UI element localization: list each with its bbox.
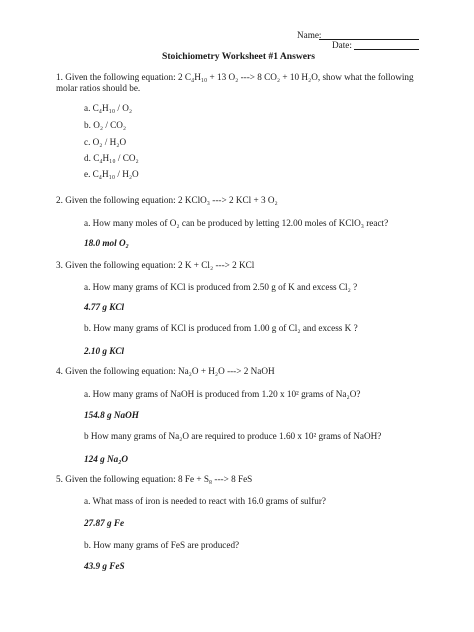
q1-item-d: d. C₄H₁₀ / CO₂ (84, 153, 139, 163)
q5-answer-b: 43.9 g FeS (84, 561, 125, 571)
q2-intro: 2. Given the following equation: 2 KClO₃ ---> 2 KCl + 3 O₂ (56, 195, 278, 205)
q3-answer-a: 4.77 g KCl (84, 302, 125, 312)
q4-answer-a: 154.8 g NaOH (84, 410, 139, 420)
name-label: Name: (297, 30, 322, 40)
q1-item-c: c. O₂ / H₂O (84, 137, 127, 147)
q4-intro: 4. Given the following equation: Na₂O + H₂O ---> 2 NaOH (56, 366, 275, 376)
q4-part-b: b How many grams of Na₂O are required to produce 1.60 x 10² grams of NaOH? (84, 431, 382, 441)
q5-part-a: a. What mass of iron is needed to react with 16.0 grams of sulfur? (84, 496, 326, 506)
q1-intro-line2: molar ratios should be. (56, 83, 141, 93)
q5-answer-a: 27.87 g Fe (84, 518, 125, 528)
q1-item-e: e. C₄H₁₀ / H₂O (84, 169, 139, 179)
q2-part-a: a. How many moles of O₂ can be produced by letting 12.00 moles of KClO₃ react? (84, 218, 389, 228)
q3-part-b: b. How many grams of KCl is produced from 1.00 g of Cl₂ and excess K ? (84, 323, 358, 333)
q1-item-b: b. O₂ / CO₂ (84, 120, 127, 130)
q3-part-a: a. How many grams of KCl is produced from 2.50 g of K and excess Cl₂ ? (84, 282, 358, 292)
q5-part-b: b. How many grams of FeS are produced? (84, 540, 240, 550)
q5-intro: 5. Given the following equation: 8 Fe + S₈ ---> 8 FeS (56, 474, 253, 484)
date-label: Date: (332, 40, 352, 50)
q2-answer-a: 18.0 mol O₂ (84, 238, 129, 248)
date-line (354, 49, 419, 50)
q4-answer-b: 124 g Na₂O (84, 454, 129, 464)
q1-intro-line1: 1. Given the following equation: 2 C₄H₁₀ + 13 O₂ ---> 8 CO₂ + 10 H₂O, show what the following (56, 72, 414, 82)
page-title: Stoichiometry Worksheet #1 Answers (162, 51, 316, 62)
q3-intro: 3. Given the following equation: 2 K + Cl₂ ---> 2 KCl (56, 260, 255, 270)
q1-item-a: a. C₄H₁₀ / O₂ (84, 103, 133, 113)
q3-answer-b: 2.10 g KCl (84, 346, 125, 356)
q4-part-a: a. How many grams of NaOH is produced from 1.20 x 10² grams of Na₂O? (84, 389, 361, 399)
